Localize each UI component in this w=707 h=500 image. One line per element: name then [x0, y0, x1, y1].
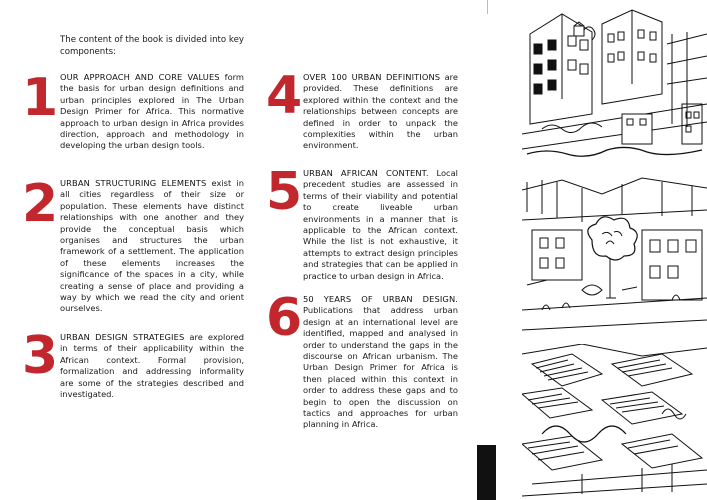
urban-sketch-informal-rooftops: [522, 344, 707, 500]
component-number-3: 3: [22, 326, 59, 386]
component-text-3: [60, 332, 244, 400]
component-body-6: Publications that address urban design at an international level are identified, mapped and analysed in order to understand the gaps in the discourse on African urbanism. The Urban Design Primer for Africa is then placed within this context in order to address these gaps and to begin to open the discussion on tactics and approaches for urban planning in Africa.: [303, 305, 458, 430]
component-number-6: 6: [266, 288, 303, 348]
component-body-5: Local precedent studies are assessed in terms of their viability and potential to create liveable urban environments in a manner that is applicable to the African context. While the list is not exhaustive, it attempts to extract design principles and strategies that can be applied in practice to urban design in Africa.: [303, 168, 458, 281]
component-text-4: [303, 72, 458, 152]
urban-sketch-streetscape-tree: [522, 170, 707, 338]
page-gutter-line: [487, 0, 488, 14]
component-heading-4: OVER 100 URBAN DEFINITIONS: [303, 72, 441, 82]
component-heading-1: OUR APPROACH AND CORE VALUES: [60, 72, 220, 82]
component-body-4: are provided. These definitions are explored within the context and the relationships between concepts are defined in order to unpack the complexities within the urban environment.: [303, 72, 458, 151]
component-heading-5: URBAN AFRICAN CONTENT.: [303, 168, 429, 178]
component-text-5: [303, 168, 458, 282]
component-body-2: exist in all cities regardless of their size or population. These elements have distinct relationships with one another and they provide the conceptual basis which organises and structures the urban framework of a settlement. The application of these elements increases the significance of the spaces in a city, while creating a sense of place and providing a way by which we read the city and orient ourselves.: [60, 178, 244, 314]
page-edge-bar: [477, 445, 496, 500]
component-text-2: [60, 178, 244, 315]
component-heading-3: URBAN DESIGN STRATEGIES: [60, 332, 185, 342]
urban-sketch-dense-buildings: [522, 4, 707, 162]
component-number-4: 4: [266, 66, 303, 126]
intro-text: The content of the book is divided into key components:: [60, 35, 244, 57]
component-body-1: form the basis for urban design definitions and urban principles explored in The Urban Design Primer for Africa. This normative approach to urban design in Africa provides direction, approach and methodology in developing the urban design tools.: [60, 72, 245, 151]
component-number-2: 2: [22, 174, 59, 234]
component-number-1: 1: [22, 68, 59, 128]
component-heading-6: 50 YEARS OF URBAN DESIGN.: [303, 294, 458, 304]
component-text-1: [60, 72, 244, 152]
component-number-5: 5: [266, 162, 303, 222]
component-heading-2: URBAN STRUCTURING ELEMENTS: [60, 178, 207, 188]
component-body-3: are explored in terms of their applicability within the African context. Formal provision, formalization and addressing informality are some of the strategies described and investigated.: [60, 332, 244, 400]
component-text-6: [303, 294, 458, 431]
